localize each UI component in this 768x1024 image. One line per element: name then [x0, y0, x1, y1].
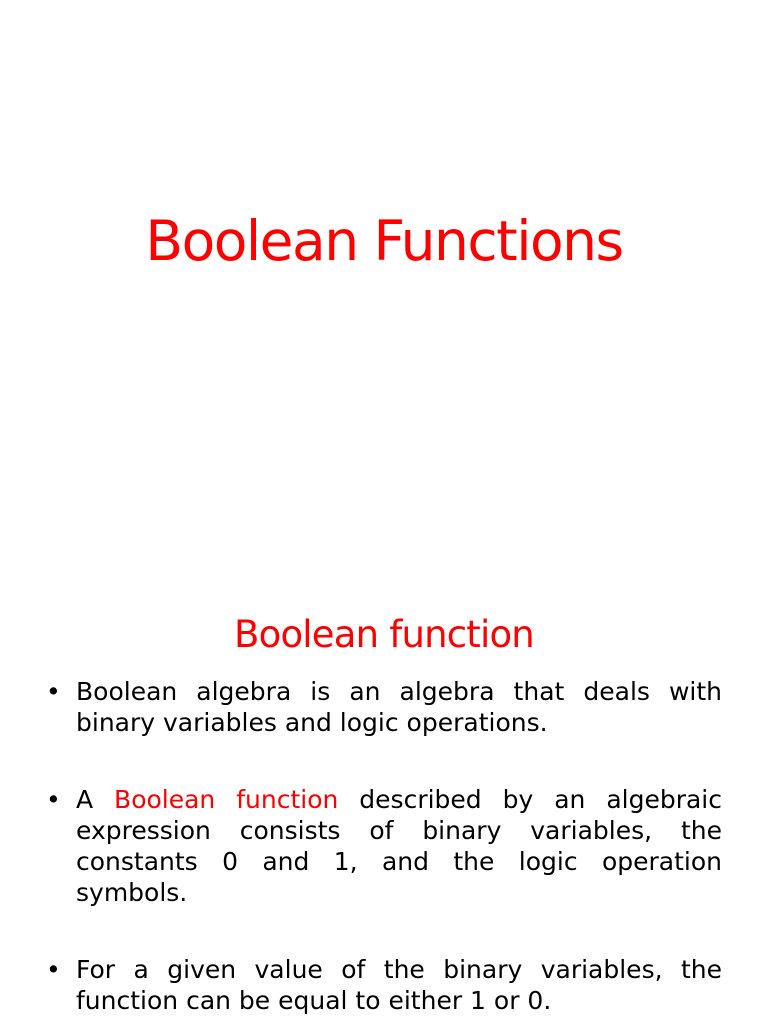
- bullet-text-suffix: described by an algebraic expression consists of binary variables, the constants 0 and 1, and the logic operation symbols.: [76, 785, 722, 907]
- bullet-item: [46, 954, 722, 1016]
- bullet-item: [46, 676, 722, 738]
- slide-heading: Boolean function: [234, 613, 534, 656]
- slide-main-title: Boolean Functions: [145, 209, 623, 273]
- bullet-text: For a given value of the binary variables, the function can be equal to either 1 or 0.: [76, 955, 722, 1015]
- bullet-text: Boolean algebra is an algebra that deals with binary variables and logic operations.: [76, 677, 722, 737]
- bullet-item: [46, 784, 722, 908]
- bullet-point-icon: •: [46, 785, 61, 814]
- bullet-text-prefix: A: [76, 785, 115, 814]
- bullet-point-icon: •: [46, 677, 61, 706]
- bullet-list: [46, 676, 722, 1016]
- bullet-point-icon: •: [46, 955, 61, 984]
- bullet-highlight-term: Boolean function: [114, 785, 339, 814]
- slide-content: [0, 576, 768, 1024]
